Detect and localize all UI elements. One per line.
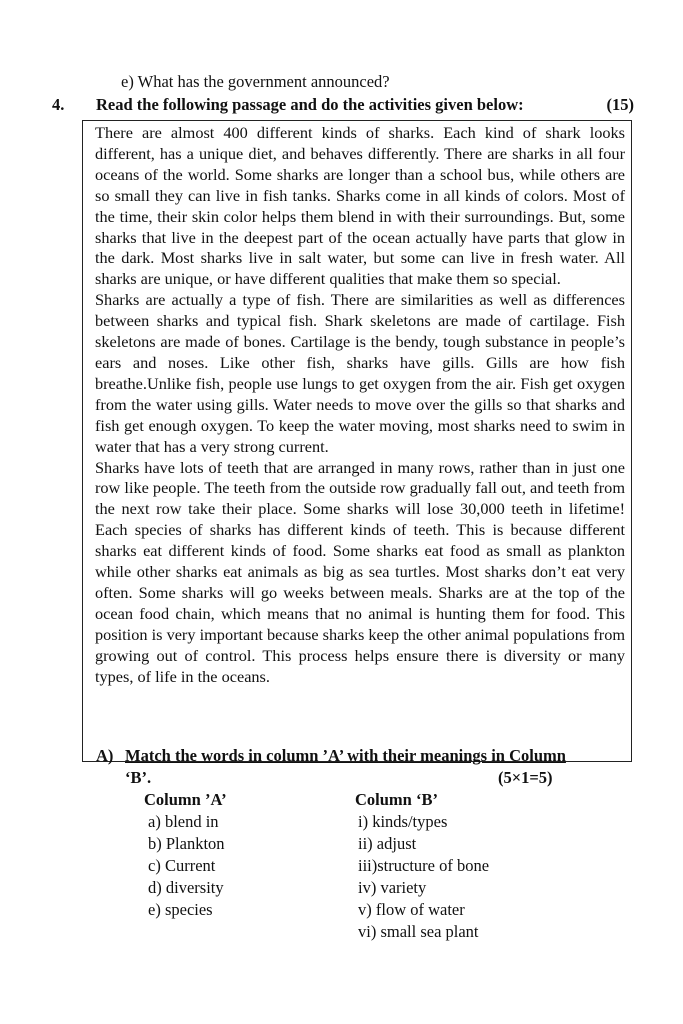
question-number: 4. (52, 95, 65, 114)
activity-a-letter: A) (96, 746, 114, 765)
column-b-item: iii)structure of bone (358, 856, 490, 875)
column-a-item: e) species (148, 900, 213, 919)
passage (95, 123, 625, 687)
column-a-item: b) Plankton (148, 834, 225, 853)
activity-a-instruction-line1: Match the words in column ’A’ with their meanings in Column (125, 746, 566, 765)
column-a-item: d) diversity (148, 878, 224, 897)
column-b-list (358, 811, 489, 943)
question-instruction: Read the following passage and do the activities given below: (96, 95, 524, 114)
column-a-heading: Column ’A’ (144, 790, 227, 809)
column-a-item: a) blend in (148, 812, 219, 831)
activity-a-instruction-line2: ‘B’. (125, 768, 152, 787)
passage-paragraph-2: Sharks are actually a type of fish. There are similarities as well as differences between sharks and typical fish. Shark skeletons are made of cartilage. Fish skeletons are made of bones. Cartilage is the bendy, tough substance in people’s ears and noses. Like other fish, sharks have gills. Gills are how fish breathe.Unlike fish, people use lungs to get oxygen from the air. Fish get oxygen from the water using gills. Water needs to move over the gills so that sharks and fish get enough oxygen. To keep the water moving, most sharks need to swim in water that has a very strong current. (95, 290, 625, 456)
column-b-item: iv) variety (358, 878, 427, 897)
column-a-item: c) Current (148, 856, 216, 875)
column-b-item: ii) adjust (358, 834, 417, 853)
activity-a-marks: (5×1=5) (498, 768, 553, 787)
column-a-list (148, 811, 225, 921)
previous-question-item-e: e) What has the government announced? (121, 72, 390, 91)
column-b-item: v) flow of water (358, 900, 465, 919)
column-b-item: i) kinds/types (358, 812, 448, 831)
column-b-heading: Column ‘B’ (355, 790, 438, 809)
column-b-item: vi) small sea plant (358, 922, 479, 941)
passage-paragraph-1: There are almost 400 different kinds of sharks. Each kind of shark looks different, has a unique diet, and behaves differently. There are sharks in all four oceans of the world. Some sharks are longer than a school bus, while others are so small they can live in fish tanks. Sharks come in all kinds of colors. Most of the time, their skin color helps them blend in with their surroundings. But, some sharks that live in the deepest part of the ocean actually have parts that glow in the dark. Most sharks live in salt water, but some can live in fresh water. All sharks are unique, or have different qualities that make them so special. (95, 123, 625, 289)
question-marks: (15) (606, 95, 634, 114)
passage-paragraph-3: Sharks have lots of teeth that are arranged in many rows, rather than in just one row like people. The teeth from the outside row gradually fall out, and teeth from the next row take their place. Some sharks will lose 30,000 teeth in lifetime! Each species of sharks has different kinds of teeth. This is because different sharks eat different kinds of food. Some sharks eat food as small as plankton while other sharks eat animals as big as sea turtles. Most sharks don’t eat very often. Some sharks will go weeks between meals. Sharks are at the top of the ocean food chain, which means that no animal is hunting them for food. This position is very important because sharks keep the other animal populations from growing out of control. This process helps ensure there is diversity or many types, of life in the oceans. (95, 457, 625, 686)
